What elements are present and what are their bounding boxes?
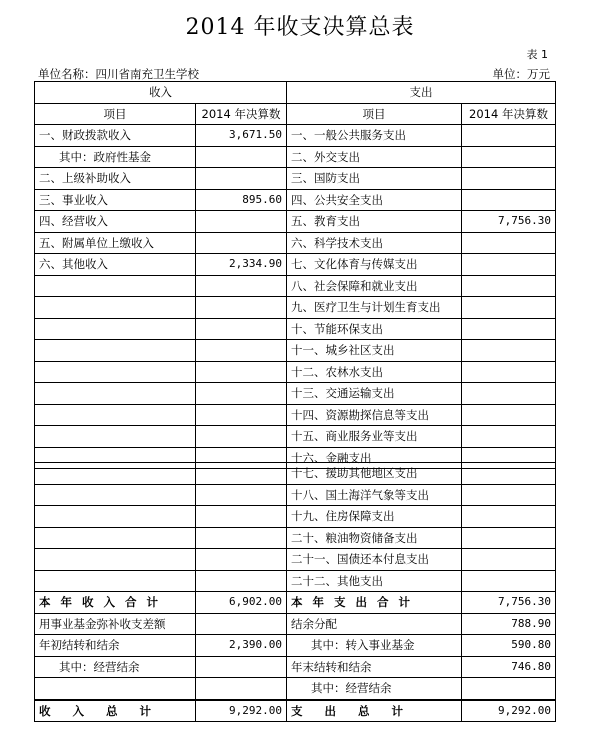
expense-item: 十四、资源勘探信息等支出	[287, 404, 462, 426]
income-amount	[196, 463, 287, 485]
table-row	[35, 297, 556, 319]
income-amount	[196, 527, 287, 549]
expense-header: 支出	[287, 82, 556, 104]
expense-amount	[462, 549, 556, 571]
section-header-row	[35, 82, 556, 104]
page-title: 2014 年收支决算总表	[185, 15, 415, 40]
expense-amount	[462, 678, 556, 700]
income-item	[35, 570, 196, 592]
expense-amount	[462, 383, 556, 405]
income-item: 用事业基金弥补收支差额	[35, 613, 196, 635]
income-amount: 895.60	[196, 189, 287, 211]
income-item	[35, 383, 196, 405]
table-row	[35, 211, 556, 233]
income-item	[35, 678, 196, 700]
income-amount	[196, 549, 287, 571]
table-row	[35, 426, 556, 448]
expense-item: 十七、援助其他地区支出	[287, 463, 462, 485]
expense-item: 二十、粮油物资储备支出	[287, 527, 462, 549]
expense-item: 年末结转和结余	[287, 656, 462, 678]
expense-amount	[462, 125, 556, 147]
expense-item: 本年支出合计	[287, 592, 462, 614]
unit-label: 单位：万元	[492, 67, 550, 81]
expense-amount-header: 2014 年决算数	[462, 103, 556, 125]
income-amount	[196, 426, 287, 448]
expense-amount	[462, 189, 556, 211]
income-item	[35, 318, 196, 340]
income-amount	[196, 484, 287, 506]
income-item	[35, 527, 196, 549]
expense-item: 二、外交支出	[287, 146, 462, 168]
income-amount	[196, 613, 287, 635]
income-item: 四、经营收入	[35, 211, 196, 233]
table-row	[35, 635, 556, 657]
expense-amount: 590.80	[462, 635, 556, 657]
table-row	[35, 275, 556, 297]
expense-item: 十一、城乡社区支出	[287, 340, 462, 362]
income-item: 一、财政拨款收入	[35, 125, 196, 147]
income-amount	[196, 570, 287, 592]
income-item: 年初结转和结余	[35, 635, 196, 657]
expense-item: 二十二、其他支出	[287, 570, 462, 592]
expense-item: 十、节能环保支出	[287, 318, 462, 340]
expense-amount	[462, 146, 556, 168]
expense-item: 一、一般公共服务支出	[287, 125, 462, 147]
table-row	[35, 318, 556, 340]
grand-total-row	[35, 700, 556, 722]
year-total-row	[35, 592, 556, 614]
income-amount	[196, 211, 287, 233]
unit-name: 单位名称：四川省南充卫生学校	[38, 67, 199, 81]
expense-amount: 7,756.30	[462, 592, 556, 614]
expense-amount	[462, 297, 556, 319]
income-item	[35, 549, 196, 571]
income-item: 六、其他收入	[35, 254, 196, 276]
income-item-header: 项目	[35, 103, 196, 125]
expense-item: 十三、交通运输支出	[287, 383, 462, 405]
expense-amount: 746.80	[462, 656, 556, 678]
income-amount	[196, 656, 287, 678]
table-row	[35, 484, 556, 506]
expense-item: 六、科学技术支出	[287, 232, 462, 254]
table-row	[35, 232, 556, 254]
table-row	[35, 613, 556, 635]
income-amount	[196, 168, 287, 190]
expense-amount: 7,756.30	[462, 211, 556, 233]
income-item: 三、事业收入	[35, 189, 196, 211]
income-amount	[196, 275, 287, 297]
table-row	[35, 146, 556, 168]
column-header-row	[35, 103, 556, 125]
income-item: 本年收入合计	[35, 592, 196, 614]
income-item	[35, 484, 196, 506]
expense-item: 结余分配	[287, 613, 462, 635]
income-item: 其中：政府性基金	[35, 146, 196, 168]
table-row	[35, 678, 556, 700]
table-row	[35, 168, 556, 190]
budget-table-top	[34, 81, 556, 469]
table-row	[35, 340, 556, 362]
expense-item: 十二、农林水支出	[287, 361, 462, 383]
expense-amount: 9,292.00	[462, 700, 556, 722]
income-amount	[196, 297, 287, 319]
expense-amount	[462, 426, 556, 448]
table-row	[35, 125, 556, 147]
table-row	[35, 506, 556, 528]
expense-item: 四、公共安全支出	[287, 189, 462, 211]
expense-item: 十六、金融支出	[287, 447, 462, 469]
expense-item: 七、文化体育与传媒支出	[287, 254, 462, 276]
expense-item: 三、国防支出	[287, 168, 462, 190]
table-row	[35, 383, 556, 405]
income-amount	[196, 678, 287, 700]
income-amount	[196, 404, 287, 426]
expense-item: 十五、商业服务业等支出	[287, 426, 462, 448]
income-amount: 3,671.50	[196, 125, 287, 147]
income-item	[35, 361, 196, 383]
income-item	[35, 426, 196, 448]
expense-amount: 788.90	[462, 613, 556, 635]
expense-amount	[462, 506, 556, 528]
expense-amount	[462, 254, 556, 276]
expense-amount	[462, 275, 556, 297]
income-amount-header: 2014 年决算数	[196, 103, 287, 125]
expense-amount	[462, 484, 556, 506]
expense-amount	[462, 527, 556, 549]
table-row	[35, 361, 556, 383]
income-item: 其中：经营结余	[35, 656, 196, 678]
income-amount	[196, 318, 287, 340]
expense-item: 十九、住房保障支出	[287, 506, 462, 528]
table-row	[35, 570, 556, 592]
income-item: 二、上级补助收入	[35, 168, 196, 190]
income-item: 五、附属单位上缴收入	[35, 232, 196, 254]
table-row	[35, 404, 556, 426]
income-amount	[196, 232, 287, 254]
expense-amount	[462, 361, 556, 383]
income-item	[35, 340, 196, 362]
income-amount	[196, 146, 287, 168]
income-item	[35, 404, 196, 426]
income-item	[35, 463, 196, 485]
table-row	[35, 463, 556, 485]
income-item	[35, 275, 196, 297]
expense-item: 五、教育支出	[287, 211, 462, 233]
income-amount	[196, 361, 287, 383]
expense-item: 八、社会保障和就业支出	[287, 275, 462, 297]
expense-amount	[462, 404, 556, 426]
expense-amount	[462, 340, 556, 362]
table-row	[35, 254, 556, 276]
table-row	[35, 656, 556, 678]
expense-item: 九、医疗卫生与计划生育支出	[287, 297, 462, 319]
income-amount: 9,292.00	[196, 700, 287, 722]
income-amount	[196, 383, 287, 405]
table-number: 表 1	[526, 48, 548, 61]
expense-item: 其中：转入事业基金	[287, 635, 462, 657]
income-amount: 2,334.90	[196, 254, 287, 276]
expense-amount	[462, 463, 556, 485]
expense-item: 支出总计	[287, 700, 462, 722]
expense-item: 二十一、国债还本付息支出	[287, 549, 462, 571]
expense-item-header: 项目	[287, 103, 462, 125]
expense-item: 十八、国土海洋气象等支出	[287, 484, 462, 506]
income-item	[35, 297, 196, 319]
budget-table-bottom	[34, 462, 556, 722]
income-amount	[196, 506, 287, 528]
expense-amount	[462, 318, 556, 340]
table-row	[35, 549, 556, 571]
expense-amount	[462, 570, 556, 592]
income-amount: 6,902.00	[196, 592, 287, 614]
expense-item: 其中：经营结余	[287, 678, 462, 700]
table-row	[35, 189, 556, 211]
income-amount	[196, 340, 287, 362]
income-item	[35, 506, 196, 528]
income-item: 收入总计	[35, 700, 196, 722]
table-row	[35, 527, 556, 549]
income-amount: 2,390.00	[196, 635, 287, 657]
expense-amount	[462, 232, 556, 254]
income-header: 收入	[35, 82, 287, 104]
expense-amount	[462, 168, 556, 190]
